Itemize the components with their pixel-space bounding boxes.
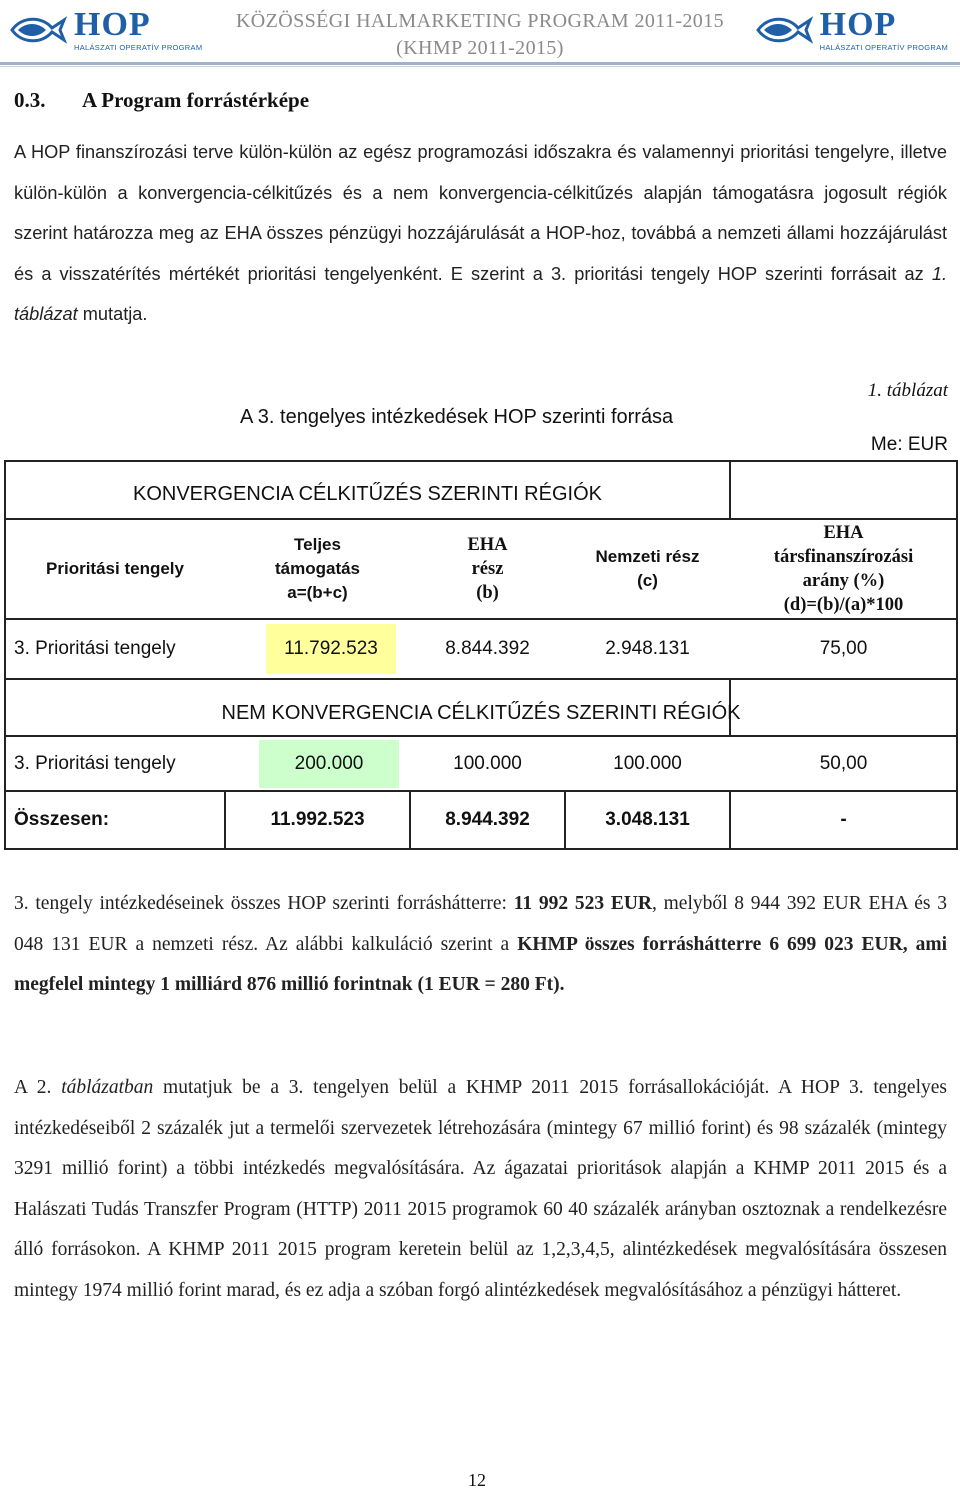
header-title-line2: (KHMP 2011-2015) bbox=[396, 37, 564, 59]
col-header-ratio: EHA társfinanszírozási arány (%) (d)=(b)/(a)*100 bbox=[773, 523, 914, 615]
header-divider bbox=[0, 62, 960, 65]
table-cell-total: 200.000 bbox=[259, 740, 399, 788]
funding-summary-paragraph bbox=[14, 884, 947, 1006]
table-row-label: 3. Prioritási tengely bbox=[14, 638, 176, 659]
table2-reference: táblázatban bbox=[61, 1077, 154, 1098]
fish-logo-icon bbox=[754, 14, 816, 46]
total-cell-national: 3.048.131 bbox=[605, 809, 690, 830]
intro-paragraph bbox=[14, 132, 947, 335]
logo-word: HOP bbox=[819, 6, 897, 44]
section-title: A Program forrástérképe bbox=[82, 88, 310, 112]
intro-text-end: mutatja. bbox=[77, 304, 148, 324]
table-cell-ratio: 50,00 bbox=[819, 752, 868, 774]
summary-total: 11 992 523 EUR bbox=[513, 893, 653, 914]
total-cell-eha: 8.944.392 bbox=[445, 809, 530, 830]
intro-text: A HOP finanszírozási terve külön-külön az egész programozási időszakra és valamennyi prioritási tengelyre, illetve külön-külön a konvergencia-célkitűzés és a nem konvergencia-célkitűzés alapján támogatásra jogosult régiók szerint határozza meg az EHA összes pénzügyi hozzájárulását a HOP-hoz, továbbá a nemzeti állami hozzájárulást és a visszatérítés mértékét prioritási tengelyenként. E szerint a 3. prioritási tengely HOP szerinti forrásait az bbox=[14, 142, 947, 284]
band-non-convergence: NEM KONVERGENCIA CÉLKITŰZÉS SZERINTI RÉGIÓK bbox=[221, 701, 741, 724]
section-heading bbox=[14, 88, 309, 113]
logo-word: HOP bbox=[74, 6, 151, 44]
header-title-line1: KÖZÖSSÉGI HALMARKETING PROGRAM 2011-2015 bbox=[235, 10, 725, 32]
summary-text-mid: , melyből 8 944 392 EUR EHA és 3 048 131 EUR a nemzeti rész. Az alábbi kalkuláció szerint a bbox=[14, 893, 947, 955]
total-row-label: Összesen: bbox=[14, 809, 110, 830]
col-header-priority: Prioritási tengely bbox=[46, 559, 184, 578]
document-header-title bbox=[200, 8, 760, 62]
table-cell-eha: 8.844.392 bbox=[445, 638, 530, 659]
fish-logo-icon bbox=[8, 14, 70, 46]
col-header-eha: EHA rész (b) bbox=[467, 535, 508, 603]
total-cell-ratio: - bbox=[840, 809, 847, 830]
hop-logo-right bbox=[754, 6, 948, 54]
table-cell-national: 2.948.131 bbox=[605, 638, 690, 659]
funding-table bbox=[4, 460, 958, 850]
table-cell-total: 11.792.523 bbox=[266, 624, 396, 674]
table-reference: 1. táblázat bbox=[14, 263, 947, 324]
hop-logo-left bbox=[8, 6, 202, 54]
col-header-national: Nemzeti rész (c) bbox=[595, 547, 700, 590]
summary-text: 3. tengely intézkedéseinek összes HOP szerinti forráshátterre: bbox=[14, 893, 514, 914]
allocation-text-start: A 2. bbox=[14, 1077, 62, 1098]
table-row-label: 3. Prioritási tengely bbox=[14, 752, 176, 774]
logo-subtitle: HALÁSZATI OPERATÍV PROGRAM bbox=[819, 43, 948, 53]
header-divider-thin bbox=[0, 66, 960, 67]
band-convergence: KONVERGENCIA CÉLKITŰZÉS SZERINTI RÉGIÓK bbox=[133, 483, 602, 505]
allocation-text: mutatjuk be a 3. tengelyen belül a KHMP 2011 2015 forrásallokációját. A HOP 3. tengelyes intézkedéseiből 2 százalék jut a termelői szervezetek létrehozására (mintegy 67 millió forint) és 98 százalék (mintegy 3291 millió forint) a többi intézkedés megvalósítására. Az ágazatai prioritások alapján a KHMP 2011 2015 és a Halászati Tudás Transzfer Program (HTTP) 2011 2015 programok 60 40 százalék arányban osztoznak a rendelkezésre álló forrásokon. A KHMP 2011 2015 program keretein belül az 1,2,3,4,5, alintézkedések megvalósítására összesen mintegy 1974 millió forint marad, és ez adja a szóban forgó alintézkedések megvalósításához a pénzügyi hátteret. bbox=[14, 1077, 947, 1301]
table-cell-ratio: 75,00 bbox=[819, 638, 868, 659]
allocation-paragraph bbox=[14, 1068, 947, 1311]
table-cell-eha: 100.000 bbox=[453, 752, 522, 774]
total-cell-total: 11.992.523 bbox=[270, 809, 365, 830]
logo-subtitle: HALÁSZATI OPERATÍV PROGRAM bbox=[74, 43, 203, 53]
table-title: A 3. tengelyes intézkedések HOP szerinti forrása bbox=[240, 406, 674, 428]
section-number: 0.3. bbox=[14, 88, 46, 112]
table-label: 1. táblázat bbox=[867, 380, 948, 401]
summary-khmp: KHMP összes forráshátterre 6 699 023 EUR, ami megfelel mintegy 1 milliárd 876 millió forintnak (1 EUR = 280 Ft). bbox=[14, 933, 947, 995]
table-unit: Me: EUR bbox=[870, 434, 948, 455]
table-cell-national: 100.000 bbox=[613, 752, 682, 774]
col-header-total: Teljes támogatás a=(b+c) bbox=[274, 535, 361, 602]
page-number: 12 bbox=[468, 1470, 486, 1490]
